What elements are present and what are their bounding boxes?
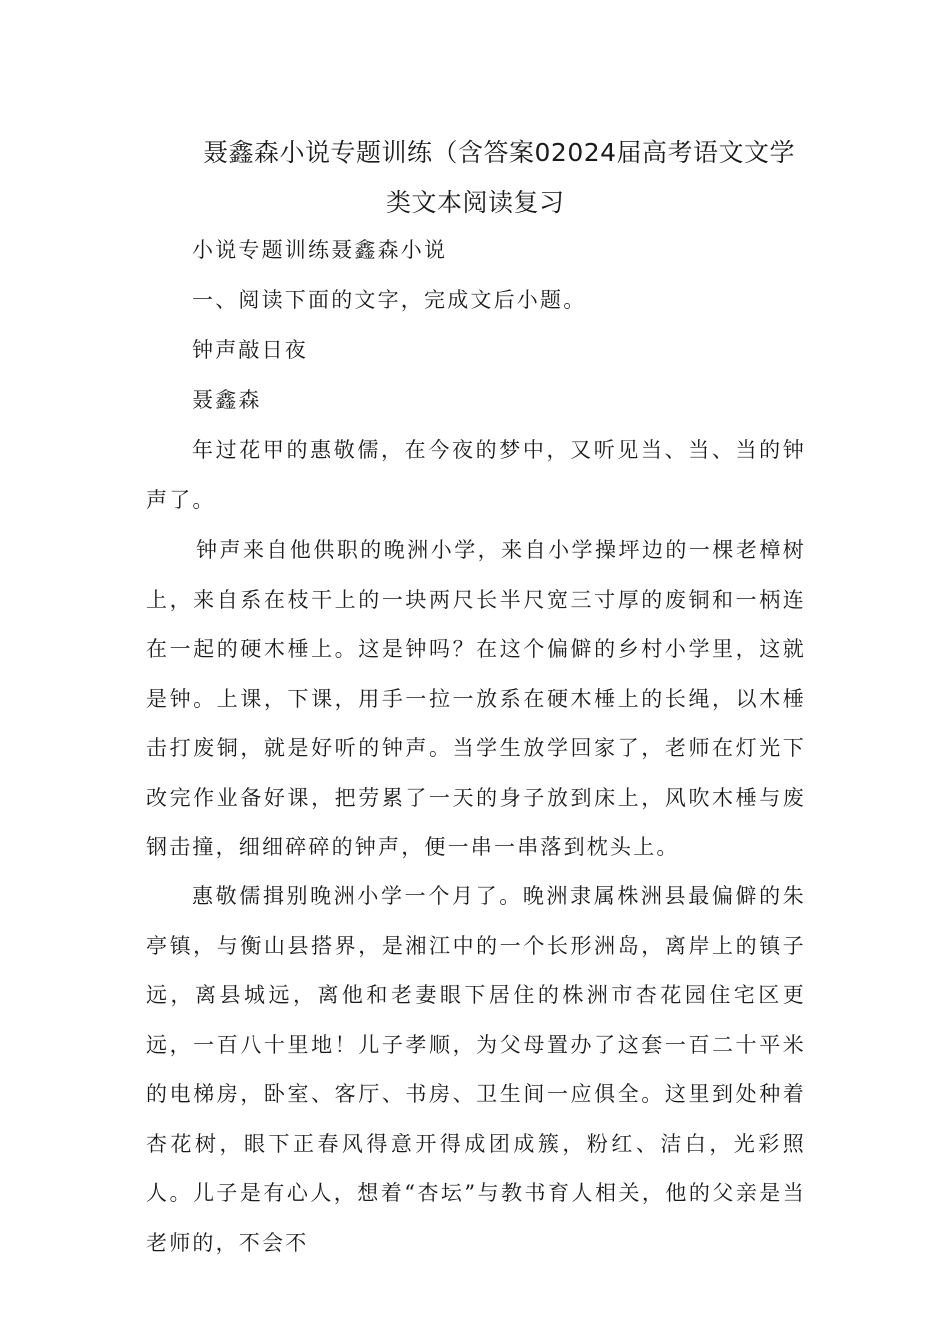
section-subtitle: 小说专题训练聂鑫森小说	[192, 238, 448, 262]
story-paragraph-2: 钟声来自他供职的晚洲小学，来自小学操坪边的一棵老樟树上，来自系在枝干上的一块两尺长半尺宽三寸厚的废铜和一柄连在一起的硬木棰上。这是钟吗？在这个偏僻的乡村小学里，这就是钟。上课，下课，用手一拉一放系在硬木棰上的长绳，以木棰击打废铜，就是好听的钟声。当学生放学回家了，老师在灯光下改完作业备好课，把劳累了一天的身子放到床上，风吹木棰与废钢击撞，细细碎碎的钟声，便一串一串落到枕头上。	[146, 538, 806, 859]
story-title: 钟声敲日夜	[192, 338, 308, 362]
story-author: 聂鑫森	[192, 388, 262, 412]
document-title-line-1: 聂鑫森小说专题训练（含答案02024届高考语文文学	[203, 138, 796, 167]
story-paragraph-3: 惠敬儒揖别晚洲小学一个月了。晚洲隶属株洲县最偏僻的朱亭镇，与衡山县搭界，是湘江中的一个长形洲岛，离岸上的镇子远，离县城远，离他和老妻眼下居住的株洲市杏花园住宅区更远，一百八十里地！儿子孝顺，为父母置办了这套一百二十平米的电梯房，卧室、客厅、书房、卫生间一应俱全。这里到处种着杏花树，眼下正春风得意开得成团成簇，粉红、洁白，光彩照人。儿子是有心人，想着“杏坛”与教书育人相关，他的父亲是当老师的，不会不	[146, 884, 806, 1255]
story-paragraph-1: 年过花甲的惠敬儒，在今夜的梦中，又听见当、当、当的钟声了。	[146, 438, 806, 512]
reading-instruction: 一、阅读下面的文字，完成文后小题。	[192, 288, 587, 312]
document-title-line-2: 类文本阅读复习	[386, 188, 565, 217]
